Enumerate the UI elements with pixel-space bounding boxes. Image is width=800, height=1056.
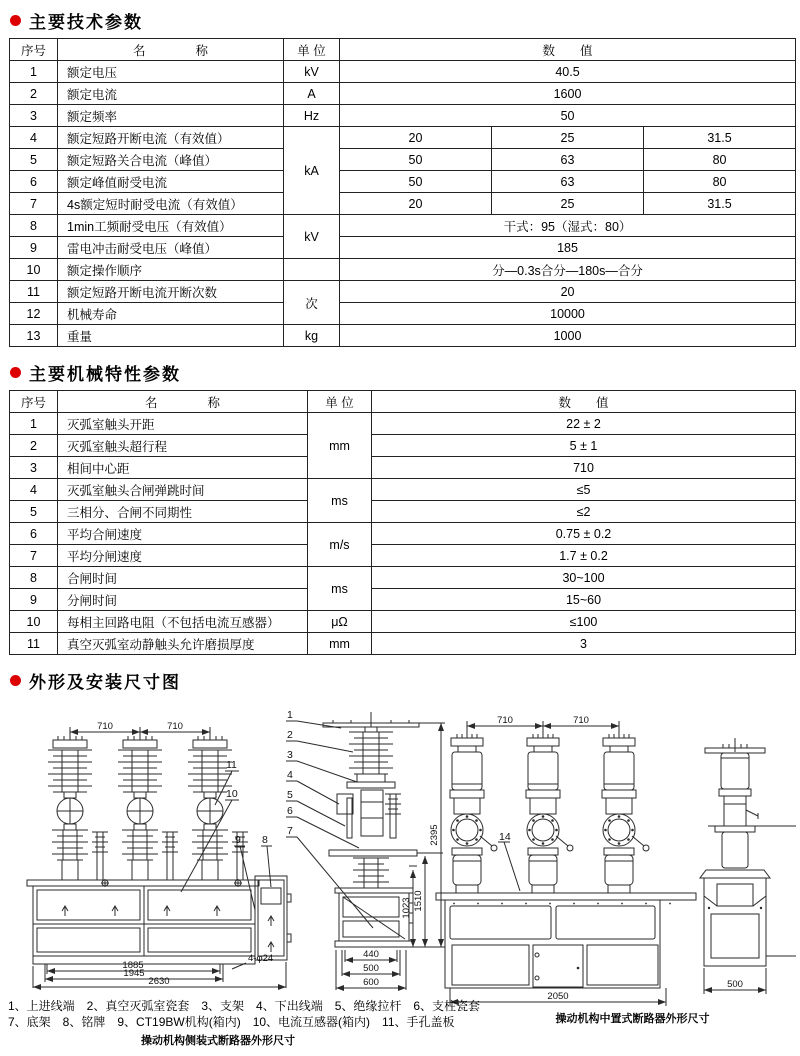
callout-3: 3	[287, 749, 293, 761]
table-row	[10, 259, 796, 281]
callout-5: 5	[287, 789, 293, 801]
table-cell: 平均分闸速度	[58, 545, 308, 567]
table-cell: 40.5	[340, 61, 796, 83]
table-cell: ms	[308, 479, 372, 523]
table-cell: 15~60	[372, 589, 796, 611]
header-row	[10, 39, 796, 61]
callout-7: 7	[287, 825, 293, 837]
center-mounted-breaker-side-view	[688, 698, 798, 1028]
table-cell: 机械寿命	[58, 303, 284, 325]
dim-label-440: 440	[363, 949, 379, 960]
table-cell: 分闸时间	[58, 589, 308, 611]
callout-10: 10	[226, 788, 238, 800]
center-mounted-breaker-front-view	[428, 710, 720, 1010]
dim-label-600: 600	[363, 977, 379, 988]
table-row	[10, 281, 796, 303]
parts-legend	[8, 998, 486, 1049]
table-cell: 真空灭弧室动静触头允许磨损厚度	[58, 633, 308, 655]
header-cell: 数 值	[372, 391, 796, 413]
callout-6: 6	[287, 805, 293, 817]
table-cell: kg	[284, 325, 340, 347]
header-cell: 名 称	[58, 391, 308, 413]
table-cell: 干式：95（湿式：80）	[340, 215, 796, 237]
dim-label-710: 710	[573, 715, 589, 726]
table-cell: 20	[340, 281, 796, 303]
table-cell: 63	[492, 171, 644, 193]
table-cell: 额定峰值耐受电流	[58, 171, 284, 193]
table-cell: 710	[372, 457, 796, 479]
dim-label-500: 500	[727, 979, 743, 990]
callout-14: 14	[499, 831, 511, 843]
dim-label-500: 500	[363, 963, 379, 974]
dim-label-710: 710	[167, 721, 183, 732]
table-cell: 6	[10, 523, 58, 545]
table-cell: 6	[10, 171, 58, 193]
legend-line-2: 7、底架 8、铭牌 9、CT19BW机构(箱内) 10、电流互感器(箱内) 11、手孔盖板	[8, 1015, 455, 1029]
caption-side-mounted: 操动机构侧装式断路器外形尺寸	[141, 1035, 295, 1047]
section-title-outline	[10, 668, 800, 693]
table-cell: 重量	[58, 325, 284, 347]
red-bullet-icon	[10, 675, 21, 686]
table-cell: 额定操作顺序	[58, 259, 284, 281]
callout-4: 4	[287, 769, 293, 781]
table-cell: 10	[10, 259, 58, 281]
table-row	[10, 237, 796, 259]
table-cell: 合闸时间	[58, 567, 308, 589]
table-cell: 额定短路开断电流开断次数	[58, 281, 284, 303]
table-cell: 雷电冲击耐受电压（峰值）	[58, 237, 284, 259]
table-cell: mm	[308, 413, 372, 479]
header-cell: 单 位	[284, 39, 340, 61]
table-cell: 0.75 ± 0.2	[372, 523, 796, 545]
table-cell: kV	[284, 61, 340, 83]
section-title-text: 主要机械特性参数	[29, 365, 181, 384]
table-cell: 1min工频耐受电压（有效值）	[58, 215, 284, 237]
table-cell: 30~100	[372, 567, 796, 589]
table-cell: 每相主回路电阻（不包括电流互感器）	[58, 611, 308, 633]
callout-1: 1	[287, 709, 293, 721]
dim-label-2050: 2050	[547, 991, 569, 1002]
table-cell: 相间中心距	[58, 457, 308, 479]
dim-label-1945: 1945	[123, 968, 145, 979]
callout-9: 9	[235, 834, 241, 846]
table-row	[10, 149, 796, 171]
table-cell	[284, 259, 340, 281]
header-cell: 序号	[10, 391, 58, 413]
table-row	[10, 545, 796, 567]
outline-drawings	[0, 698, 800, 1050]
table-cell: 分—0.3s合分—180s—合分	[340, 259, 796, 281]
table-row	[10, 523, 796, 545]
table-cell: 25	[492, 127, 644, 149]
table-row	[10, 501, 796, 523]
table-cell: 10	[10, 611, 58, 633]
table-cell: 80	[644, 171, 796, 193]
table-cell: 50	[340, 171, 492, 193]
dim-label-1023: 1023	[401, 897, 412, 919]
table-cell: ≤5	[372, 479, 796, 501]
table-cell: 8	[10, 215, 58, 237]
table-row	[10, 435, 796, 457]
table-cell: 1.7 ± 0.2	[372, 545, 796, 567]
table-cell: 额定频率	[58, 105, 284, 127]
table-row	[10, 611, 796, 633]
table-cell: ms	[308, 567, 372, 611]
section-title-text: 外形及安装尺寸图	[29, 673, 181, 692]
table-cell: kA	[284, 127, 340, 215]
table-row	[10, 105, 796, 127]
table-cell: 3	[372, 633, 796, 655]
table-row	[10, 127, 796, 149]
header-cell: 数 值	[340, 39, 796, 61]
table-cell: 8	[10, 567, 58, 589]
table-cell: 平均合闸速度	[58, 523, 308, 545]
table-cell: kV	[284, 215, 340, 259]
table-cell: 灭弧室触头合闸弹跳时间	[58, 479, 308, 501]
table-cell: 31.5	[644, 193, 796, 215]
dim-label-710: 710	[97, 721, 113, 732]
dim-label-2630: 2630	[148, 976, 170, 987]
table-cell: 1000	[340, 325, 796, 347]
dim-label-1885: 1885	[122, 960, 144, 971]
caption-center-mounted: 操动机构中置式断路器外形尺寸	[555, 1013, 710, 1025]
table-cell: ≤100	[372, 611, 796, 633]
table-row	[10, 457, 796, 479]
table-cell: 11	[10, 633, 58, 655]
table-row	[10, 171, 796, 193]
mech-params-table	[9, 390, 796, 655]
table-row	[10, 83, 796, 105]
table-row	[10, 61, 796, 83]
table-cell: 5 ± 1	[372, 435, 796, 457]
dim-label-1510: 1510	[413, 890, 424, 912]
header-cell: 序号	[10, 39, 58, 61]
table-row	[10, 193, 796, 215]
header-cell: 单 位	[308, 391, 372, 413]
table-row	[10, 303, 796, 325]
header-cell: 名 称	[58, 39, 284, 61]
table-cell: 1	[10, 61, 58, 83]
table-cell: 31.5	[644, 127, 796, 149]
table-cell: 3	[10, 457, 58, 479]
dim-label-2395: 2395	[429, 824, 440, 846]
table-row	[10, 413, 796, 435]
header-row	[10, 391, 796, 413]
table-cell: 20	[340, 193, 492, 215]
table-cell: 4	[10, 127, 58, 149]
callout-11: 11	[226, 759, 237, 771]
table-cell: 3	[10, 105, 58, 127]
callout-8: 8	[262, 834, 268, 846]
table-cell: 25	[492, 193, 644, 215]
table-cell: A	[284, 83, 340, 105]
section-title-tech	[10, 8, 800, 33]
table-cell: 次	[284, 281, 340, 325]
tech-params-table	[9, 38, 796, 347]
table-cell: 灭弧室触头开距	[58, 413, 308, 435]
table-cell: 4	[10, 479, 58, 501]
table-cell: 50	[340, 105, 796, 127]
table-cell: 80	[644, 149, 796, 171]
legend-line-1: 1、上进线端 2、真空灭弧室瓷套 3、支架 4、下出线端 5、绝缘拉杆 6、支柱瓷套	[8, 999, 481, 1013]
table-cell: ≤2	[372, 501, 796, 523]
table-cell: 2	[10, 83, 58, 105]
table-cell: 额定电流	[58, 83, 284, 105]
red-bullet-icon	[10, 15, 21, 26]
table-cell: 12	[10, 303, 58, 325]
table-cell: 灭弧室触头超行程	[58, 435, 308, 457]
table-cell: 额定短路关合电流（峰值）	[58, 149, 284, 171]
side-mounted-breaker-front-view	[5, 712, 295, 988]
table-cell: 20	[340, 127, 492, 149]
table-cell: mm	[308, 633, 372, 655]
table-cell: 22 ± 2	[372, 413, 796, 435]
red-bullet-icon	[10, 367, 21, 378]
table-cell: 4s额定短时耐受电流（有效值）	[58, 193, 284, 215]
table-cell: m/s	[308, 523, 372, 567]
section-title-mech	[10, 360, 800, 385]
table-row	[10, 325, 796, 347]
table-cell: 9	[10, 589, 58, 611]
table-cell: 50	[340, 149, 492, 171]
table-cell: 5	[10, 501, 58, 523]
table-cell: 9	[10, 237, 58, 259]
table-cell: 额定短路开断电流（有效值）	[58, 127, 284, 149]
table-cell: 10000	[340, 303, 796, 325]
table-row	[10, 479, 796, 501]
table-cell: 185	[340, 237, 796, 259]
table-cell: 7	[10, 545, 58, 567]
table-row	[10, 215, 796, 237]
table-cell: μΩ	[308, 611, 372, 633]
hole-label: 4-φ24	[248, 953, 274, 964]
table-cell: 1	[10, 413, 58, 435]
table-cell: 5	[10, 149, 58, 171]
table-cell: 7	[10, 193, 58, 215]
table-cell: 11	[10, 281, 58, 303]
dim-label-710: 710	[497, 715, 513, 726]
table-cell: 1600	[340, 83, 796, 105]
table-cell: 2	[10, 435, 58, 457]
table-cell: 63	[492, 149, 644, 171]
table-cell: Hz	[284, 105, 340, 127]
table-cell: 额定电压	[58, 61, 284, 83]
table-row	[10, 567, 796, 589]
callout-2: 2	[287, 729, 293, 741]
table-row	[10, 589, 796, 611]
table-cell: 三相分、合闸不同期性	[58, 501, 308, 523]
table-row	[10, 633, 796, 655]
section-title-text: 主要技术参数	[29, 13, 143, 32]
table-cell: 13	[10, 325, 58, 347]
